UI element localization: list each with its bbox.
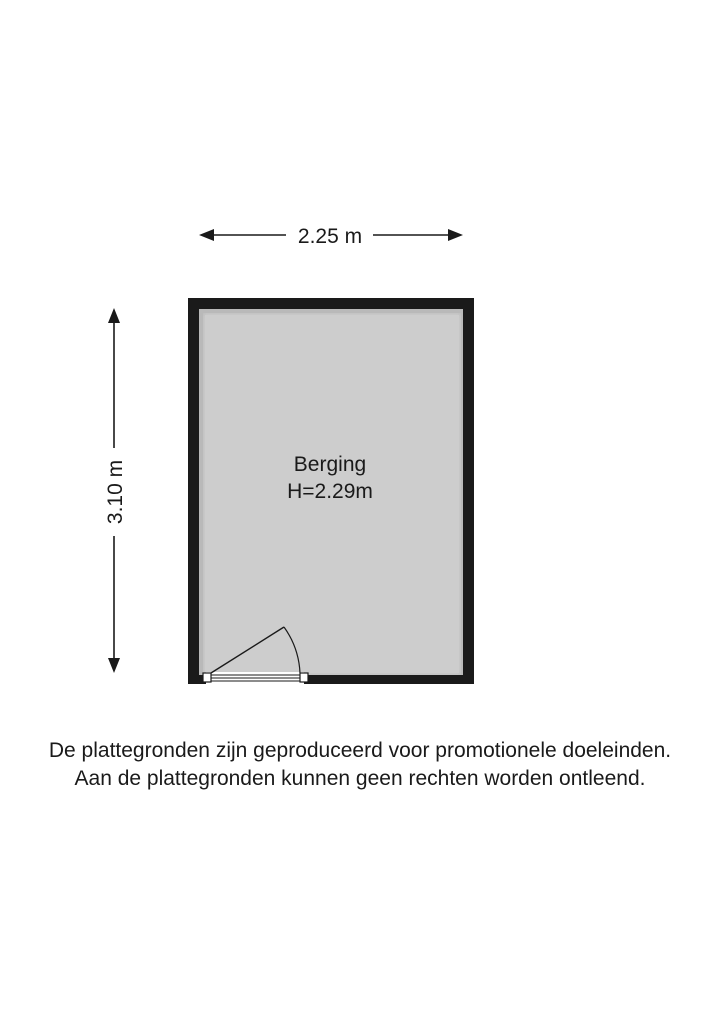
room-berging xyxy=(188,298,474,684)
width-arrow-right-icon xyxy=(448,229,463,241)
width-arrow-left-icon xyxy=(199,229,214,241)
door-jamb-left xyxy=(203,673,211,682)
disclaimer-line-2: Aan de plattegronden kunnen geen rechten worden ontleend. xyxy=(74,767,646,790)
depth-arrow-down-icon xyxy=(108,658,120,673)
door-jamb-right xyxy=(300,673,308,682)
disclaimer-line-1: De plattegronden zijn geproduceerd voor promotionele doeleinden. xyxy=(48,739,672,762)
room-name: Berging xyxy=(293,453,367,476)
depth-dimension xyxy=(104,308,127,673)
width-dimension xyxy=(199,225,463,248)
depth-arrow-up-icon xyxy=(108,308,120,323)
depth-dimension-label: 3.10 m xyxy=(104,459,127,525)
room-height: H=2.29m xyxy=(287,480,373,503)
width-dimension-label: 2.25 m xyxy=(297,225,363,248)
